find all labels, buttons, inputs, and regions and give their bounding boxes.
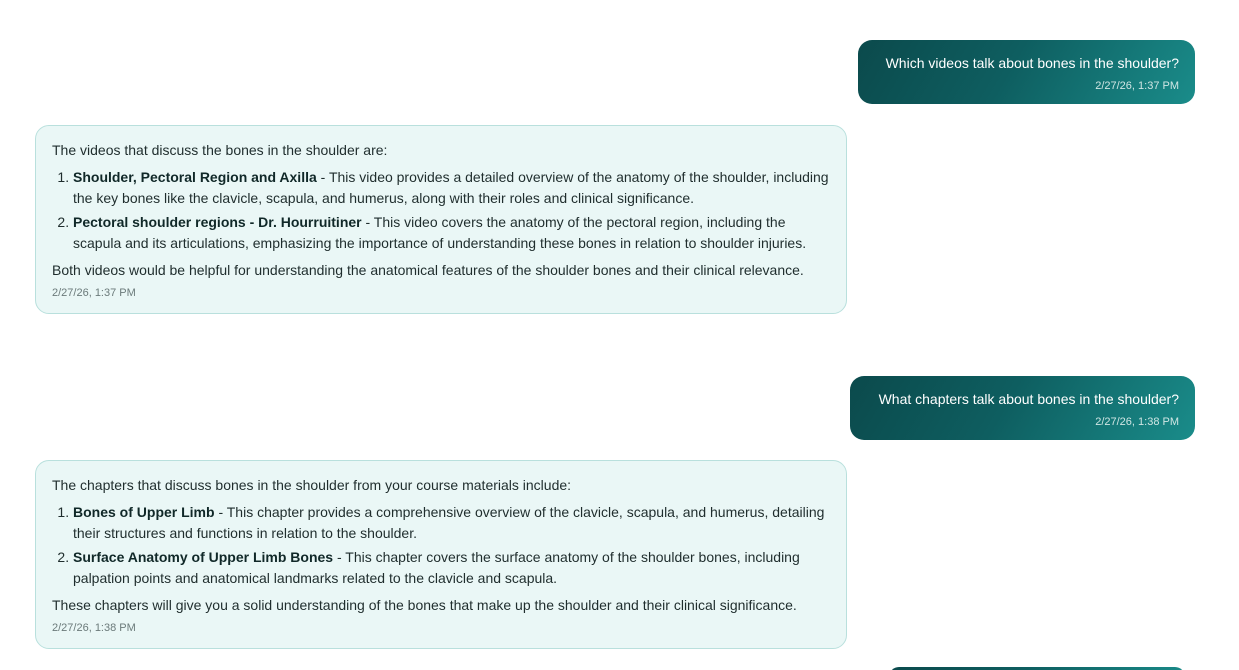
assistant-message-outro: These chapters will give you a solid understanding of the bones that make up the shoulder and their clinical significance. <box>52 597 797 613</box>
user-message <box>850 376 1195 440</box>
chapter-title: Bones of Upper Limb <box>73 504 215 520</box>
assistant-message-intro: The videos that discuss the bones in the shoulder are: <box>52 142 388 158</box>
chapter-description: - This chapter provides a comprehensive overview of the clavicle, scapula, and humerus, detailing their structures and functions in relation to the shoulder. <box>73 504 825 541</box>
assistant-message <box>35 125 847 314</box>
list-item <box>73 502 830 544</box>
chapter-title: Surface Anatomy of Upper Limb Bones <box>73 549 334 565</box>
assistant-message-outro: Both videos would be helpful for understanding the anatomical features of the shoulder bones and their clinical relevance. <box>52 262 804 278</box>
message-timestamp: 2/27/26, 1:37 PM <box>1095 80 1179 92</box>
list-item <box>73 167 830 209</box>
message-timestamp: 2/27/26, 1:38 PM <box>1095 416 1179 428</box>
assistant-message-intro: The chapters that discuss bones in the shoulder from your course materials include: <box>52 477 572 493</box>
user-message <box>858 40 1195 104</box>
chapter-description: - This chapter covers the surface anatomy of the shoulder bones, including palpation points and anatomical landmarks related to the clavicle and scapula. <box>73 549 800 586</box>
assistant-message <box>35 460 847 649</box>
video-list <box>52 167 830 254</box>
video-title: Shoulder, Pectoral Region and Axilla <box>73 169 317 185</box>
user-message-text: Which videos talk about bones in the shoulder? <box>885 55 1179 71</box>
video-description: - This video provides a detailed overview of the anatomy of the shoulder, including the key bones like the clavicle, scapula, and humerus, along with their roles and clinical significance. <box>73 169 829 206</box>
list-item <box>73 547 830 589</box>
message-timestamp: 2/27/26, 1:37 PM <box>52 287 136 299</box>
video-description: - This video covers the anatomy of the pectoral region, including the scapula and its articulations, emphasizing the importance of understanding these bones in relation to shoulder injuries. <box>73 214 807 251</box>
user-message-text: What chapters talk about bones in the shoulder? <box>878 391 1179 407</box>
message-timestamp: 2/27/26, 1:38 PM <box>52 622 136 634</box>
list-item <box>73 212 830 254</box>
video-title: Pectoral shoulder regions - Dr. Hourruitiner <box>73 214 362 230</box>
chapter-list <box>52 502 830 589</box>
